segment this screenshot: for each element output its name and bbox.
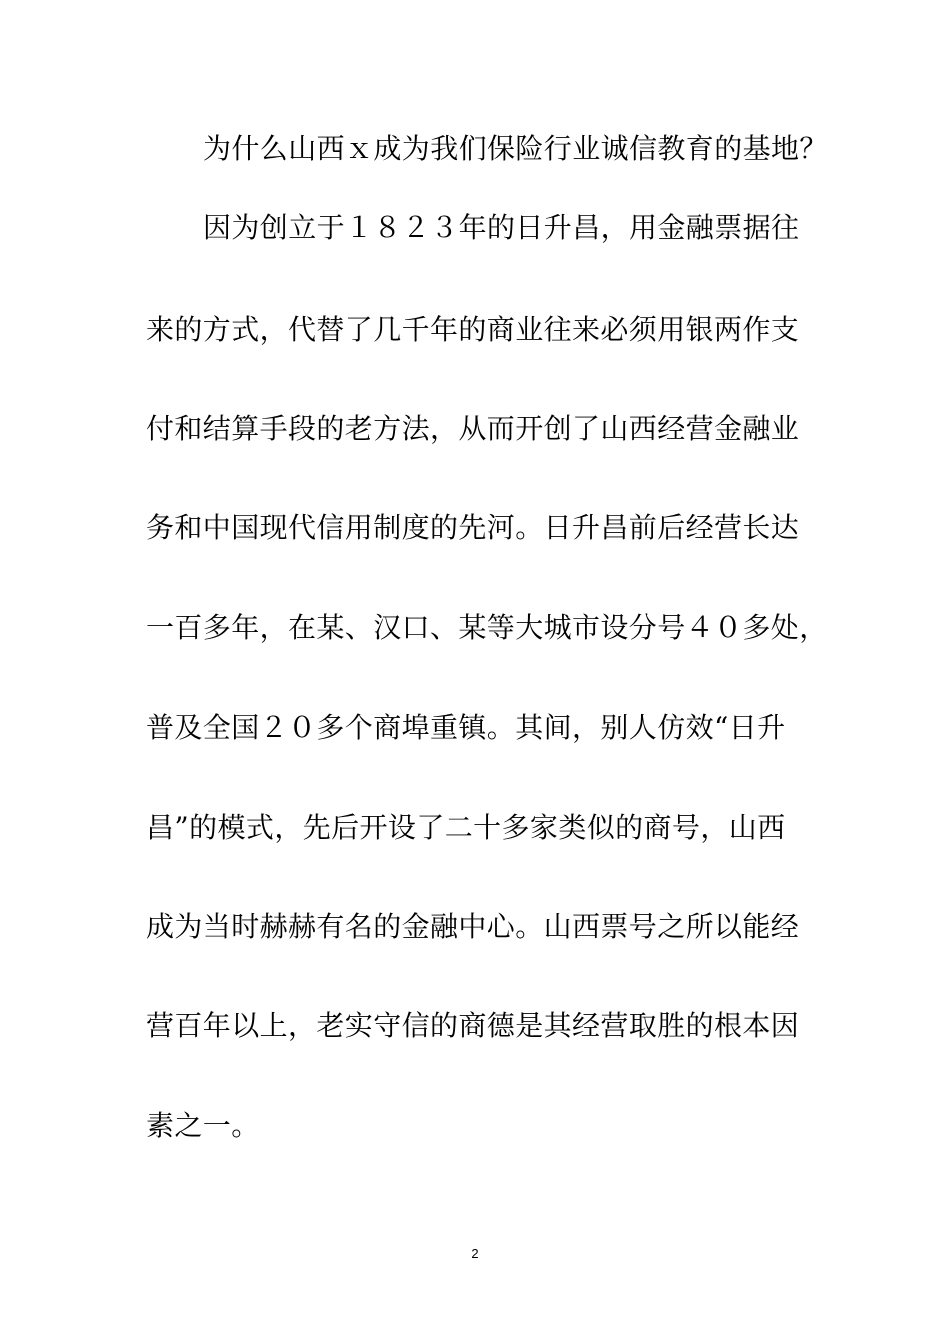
paragraph-line: 素之一。: [146, 1109, 260, 1142]
paragraph-line: 一百多年，在某、汉口、某等大城市设分号４０多处，: [146, 611, 828, 644]
paragraph-line: 务和中国现代信用制度的先河。日升昌前后经营长达: [146, 511, 800, 544]
paragraph-line: 营百年以上，老实守信的商德是其经营取胜的根本因: [146, 1009, 800, 1042]
paragraph-line: 因为创立于１８２３年的日升昌，用金融票据往: [203, 211, 800, 244]
page-number: 2: [471, 1246, 479, 1261]
paragraph-line: 来的方式，代替了几千年的商业往来必须用银两作支: [146, 313, 800, 346]
paragraph-line: 付和结算手段的老方法，从而开创了山西经营金融业: [146, 412, 800, 445]
paragraph-line: 昌”的模式，先后开设了二十多家类似的商号，山西: [146, 811, 786, 844]
paragraph-line: 成为当时赫赫有名的金融中心。山西票号之所以能经: [146, 910, 800, 943]
paragraph-line: 普及全国２０多个商埠重镇。其间，别人仿效“日升: [146, 711, 786, 744]
question-heading: 为什么山西ｘ成为我们保险行业诚信教育的基地？: [203, 132, 828, 165]
